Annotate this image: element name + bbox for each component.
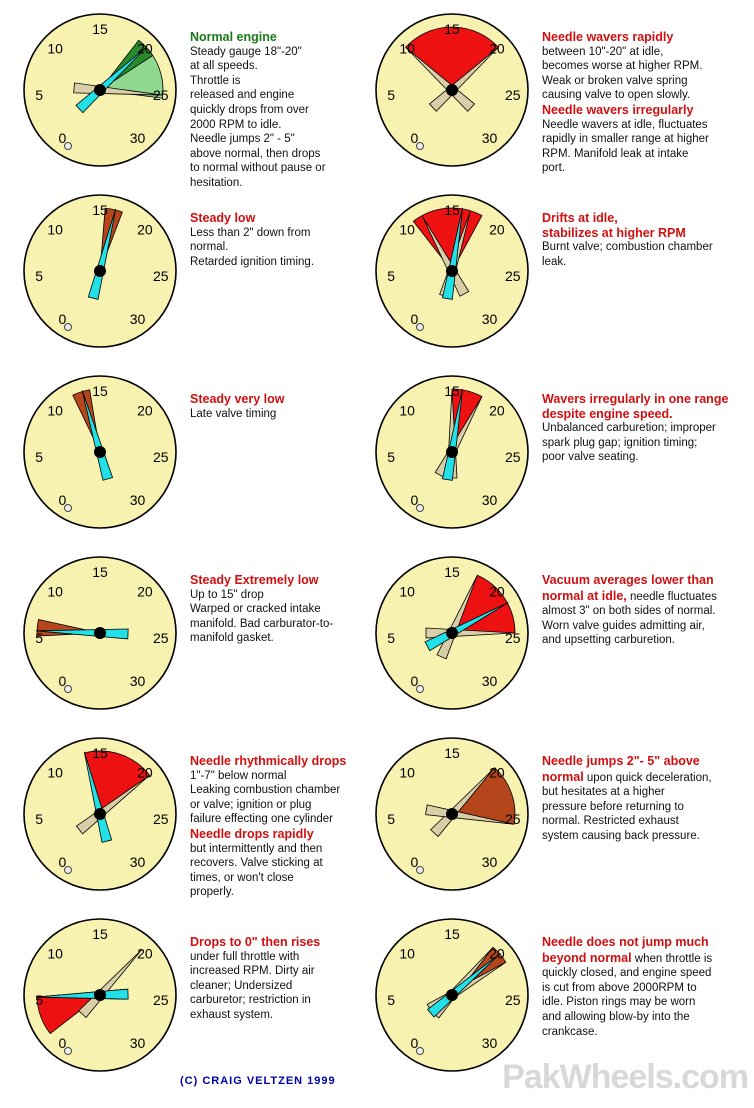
scale-label: 10 bbox=[399, 583, 415, 600]
scale-label: 25 bbox=[505, 810, 521, 827]
scale-label: 30 bbox=[481, 492, 498, 509]
scale-label: 0 bbox=[410, 854, 419, 871]
vacuum-gauge bbox=[370, 551, 534, 715]
scale-label: 30 bbox=[481, 854, 498, 871]
scale-label: 0 bbox=[410, 311, 419, 328]
reading-title: Needle wavers rapidly bbox=[542, 30, 674, 44]
scale-label: 10 bbox=[399, 402, 415, 419]
scale-label: 10 bbox=[47, 764, 63, 781]
needle-hub bbox=[94, 265, 106, 277]
scale-label: 0 bbox=[410, 673, 419, 690]
reading-title: Steady very low bbox=[190, 392, 285, 406]
scale-label: 20 bbox=[489, 583, 505, 600]
gauge-panel bbox=[0, 543, 377, 723]
scale-label: 5 bbox=[387, 810, 396, 827]
scale-label: 15 bbox=[92, 383, 108, 399]
gauge-panel bbox=[352, 362, 729, 542]
scale-label: 25 bbox=[505, 991, 521, 1008]
scale-label: 10 bbox=[47, 583, 63, 600]
gauge-description bbox=[542, 211, 752, 269]
vacuum-gauge bbox=[18, 370, 182, 534]
reading-title: Needle wavers irregularly bbox=[542, 102, 694, 117]
gauge-description bbox=[542, 573, 752, 648]
scale-label: 5 bbox=[35, 86, 44, 103]
scale-label: 5 bbox=[387, 991, 396, 1008]
scale-label: 0 bbox=[58, 311, 67, 328]
scale-label: 5 bbox=[35, 267, 44, 284]
scale-label: 5 bbox=[387, 267, 396, 284]
scale-label: 20 bbox=[137, 221, 153, 238]
scale-label: 0 bbox=[58, 492, 67, 509]
reading-explanation: Unbalanced carburetion; improper spark plug gap; ignition timing; poor valve seating. bbox=[542, 422, 716, 464]
reading-title: Steady low bbox=[190, 211, 256, 225]
gauge-panel bbox=[0, 362, 377, 542]
reading-explanation: Late valve timing bbox=[190, 407, 277, 420]
scale-label: 10 bbox=[399, 764, 415, 781]
scale-label: 25 bbox=[505, 629, 521, 646]
reading-title: Normal engine bbox=[190, 30, 277, 44]
scale-label: 25 bbox=[153, 991, 169, 1008]
scale-label: 0 bbox=[58, 1035, 67, 1052]
gauge-description bbox=[542, 30, 752, 176]
gauge-panel bbox=[352, 0, 729, 180]
scale-label: 25 bbox=[153, 86, 169, 103]
vacuum-gauge bbox=[18, 8, 182, 172]
scale-label: 0 bbox=[58, 130, 67, 147]
needle-hub bbox=[446, 446, 458, 458]
gauge-panel bbox=[0, 0, 377, 189]
scale-label: 25 bbox=[153, 629, 169, 646]
reading-title: Drifts at idle, stabilizes at higher RPM bbox=[542, 211, 686, 240]
scale-label: 15 bbox=[92, 745, 108, 761]
gauge-panel bbox=[352, 724, 729, 904]
reading-explanation: needle fluctuates almost 3" on both sides of normal. Worn valve guides admitting air, and upsetting carburetion. bbox=[542, 590, 717, 647]
gauge-description bbox=[190, 754, 370, 900]
scale-label: 20 bbox=[137, 583, 153, 600]
scale-label: 30 bbox=[129, 130, 146, 147]
needle-hub bbox=[446, 808, 458, 820]
scale-label: 5 bbox=[35, 629, 44, 646]
scale-label: 5 bbox=[35, 810, 44, 827]
gauge-description bbox=[190, 211, 370, 269]
scale-label: 25 bbox=[505, 267, 521, 284]
scale-label: 25 bbox=[153, 448, 169, 465]
scale-label: 20 bbox=[137, 764, 153, 781]
vacuum-gauge bbox=[370, 8, 534, 172]
scale-label: 5 bbox=[35, 991, 44, 1008]
scale-label: 15 bbox=[444, 21, 460, 37]
scale-label: 5 bbox=[387, 448, 396, 465]
scale-label: 20 bbox=[489, 945, 505, 962]
scale-label: 15 bbox=[92, 202, 108, 218]
scale-label: 5 bbox=[387, 629, 396, 646]
scale-label: 15 bbox=[92, 21, 108, 37]
vacuum-gauge bbox=[370, 189, 534, 353]
scale-label: 30 bbox=[129, 492, 146, 509]
scale-label: 30 bbox=[481, 130, 498, 147]
scale-label: 30 bbox=[129, 854, 146, 871]
needle-hub bbox=[94, 627, 106, 639]
reading-title: Needle rhythmically drops bbox=[190, 754, 347, 768]
vacuum-gauge bbox=[370, 370, 534, 534]
scale-label: 0 bbox=[58, 854, 67, 871]
scale-label: 30 bbox=[129, 673, 146, 690]
needle-hub bbox=[446, 84, 458, 96]
reading-explanation: Steady gauge 18"-20" at all speeds. Throttle is released and engine quickly drops from over 2000 RPM to idle. Needle jumps 2" - 5" above normal, then drops to normal without pause or hesitation. bbox=[190, 45, 326, 189]
reading-explanation: under full throttle with increased RPM. Dirty air cleaner; Undersized carburetor; restriction in exhaust system. bbox=[190, 950, 315, 1021]
scale-label: 10 bbox=[399, 945, 415, 962]
gauge-description bbox=[542, 392, 752, 465]
scale-label: 15 bbox=[444, 926, 460, 942]
reading-explanation: Burnt valve; combustion chamber leak. bbox=[542, 241, 713, 268]
scale-label: 10 bbox=[47, 945, 63, 962]
scale-label: 30 bbox=[129, 311, 146, 328]
vacuum-gauge bbox=[18, 189, 182, 353]
scale-label: 30 bbox=[481, 311, 498, 328]
scale-label: 0 bbox=[410, 1035, 419, 1052]
scale-label: 15 bbox=[444, 745, 460, 761]
scale-label: 25 bbox=[505, 448, 521, 465]
needle-hub bbox=[94, 808, 106, 820]
scale-label: 20 bbox=[489, 764, 505, 781]
scale-label: 30 bbox=[481, 1035, 498, 1052]
scale-label: 10 bbox=[47, 221, 63, 238]
vacuum-gauge bbox=[370, 913, 534, 1077]
scale-label: 0 bbox=[58, 673, 67, 690]
scale-label: 25 bbox=[153, 267, 169, 284]
reading-explanation: Needle wavers at idle, fluctuates rapidly in smaller range at higher RPM. Manifold leak at intake port. bbox=[542, 118, 709, 175]
gauge-panel bbox=[0, 724, 377, 904]
scale-label: 20 bbox=[489, 402, 505, 419]
gauge-panel bbox=[0, 905, 377, 1085]
needle-hub bbox=[94, 446, 106, 458]
scale-label: 5 bbox=[387, 86, 396, 103]
needle-hub bbox=[446, 265, 458, 277]
scale-label: 15 bbox=[444, 202, 460, 218]
gauge-description bbox=[542, 935, 752, 1039]
gauge-panel bbox=[352, 181, 729, 361]
scale-label: 25 bbox=[153, 810, 169, 827]
gauge-description bbox=[190, 392, 370, 421]
gauge-description bbox=[190, 30, 370, 191]
gauge-panel bbox=[0, 181, 377, 361]
scale-label: 15 bbox=[92, 926, 108, 942]
scale-label: 15 bbox=[444, 564, 460, 580]
scale-label: 15 bbox=[444, 383, 460, 399]
needle-hub bbox=[446, 627, 458, 639]
needle-hub bbox=[446, 989, 458, 1001]
scale-label: 10 bbox=[399, 40, 415, 57]
vacuum-gauge bbox=[18, 551, 182, 715]
scale-label: 15 bbox=[92, 564, 108, 580]
copyright-footer: (C) CRAIG VELTZEN 1999 bbox=[180, 1075, 336, 1087]
scale-label: 20 bbox=[489, 221, 505, 238]
gauge-description bbox=[190, 573, 370, 646]
scale-label: 20 bbox=[137, 40, 153, 57]
scale-label: 10 bbox=[47, 40, 63, 57]
reading-explanation: upon quick deceleration, but hesitates at a higher pressure before returning to normal. Restricted exhaust system causing back pressure. bbox=[542, 771, 712, 842]
scale-label: 20 bbox=[137, 945, 153, 962]
reading-title: Vacuum averages lower than normal at idle, bbox=[542, 573, 714, 603]
scale-label: 20 bbox=[137, 402, 153, 419]
gauge-description bbox=[190, 935, 370, 1023]
reading-explanation: between 10"-20" at idle, becomes worse at higher RPM. Weak or broken valve spring causing valve to open slowly. bbox=[542, 45, 703, 102]
gauge-panel bbox=[352, 543, 729, 723]
reading-title: Needle does not jump much beyond normal bbox=[542, 935, 709, 965]
reading-explanation: but intermittently and then recovers. Valve sticking at times, or won't close properly. bbox=[190, 842, 323, 899]
scale-label: 10 bbox=[399, 221, 415, 238]
watermark: PakWheels.com bbox=[502, 1058, 748, 1096]
scale-label: 0 bbox=[410, 130, 419, 147]
vacuum-gauge bbox=[370, 732, 534, 896]
reading-title: Needle jumps 2"- 5" above normal bbox=[542, 754, 700, 784]
reading-title: Steady Extremely low bbox=[190, 573, 319, 587]
reading-explanation: Less than 2" down from normal. Retarded ignition timing. bbox=[190, 226, 315, 268]
scale-label: 20 bbox=[489, 40, 505, 57]
reading-title: Wavers irregularly in one range despite engine speed. bbox=[542, 392, 729, 421]
reading-title: Needle drops rapidly bbox=[190, 826, 314, 841]
reading-explanation: when throttle is quickly closed, and engine speed is cut from above 2000RPM to idle. Piston rings may be worn and allowing blow-by into the crankcase. bbox=[542, 952, 713, 1038]
reading-explanation: Up to 15" drop Warped or cracked intake manifold. Bad carburator-to- manifold gasket. bbox=[190, 588, 334, 645]
reading-explanation: 1"-7" below normal Leaking combustion chamber or valve; ignition or plug failure effecting one cylinder bbox=[190, 769, 341, 826]
scale-label: 5 bbox=[35, 448, 44, 465]
vacuum-gauge bbox=[18, 732, 182, 896]
scale-label: 10 bbox=[47, 402, 63, 419]
scale-label: 0 bbox=[410, 492, 419, 509]
scale-label: 25 bbox=[505, 86, 521, 103]
needle-hub bbox=[94, 84, 106, 96]
vacuum-gauge bbox=[18, 913, 182, 1077]
reading-title: Drops to 0" then rises bbox=[190, 935, 321, 949]
needle-hub bbox=[94, 989, 106, 1001]
scale-label: 30 bbox=[129, 1035, 146, 1052]
scale-label: 30 bbox=[481, 673, 498, 690]
gauge-description bbox=[542, 754, 752, 844]
